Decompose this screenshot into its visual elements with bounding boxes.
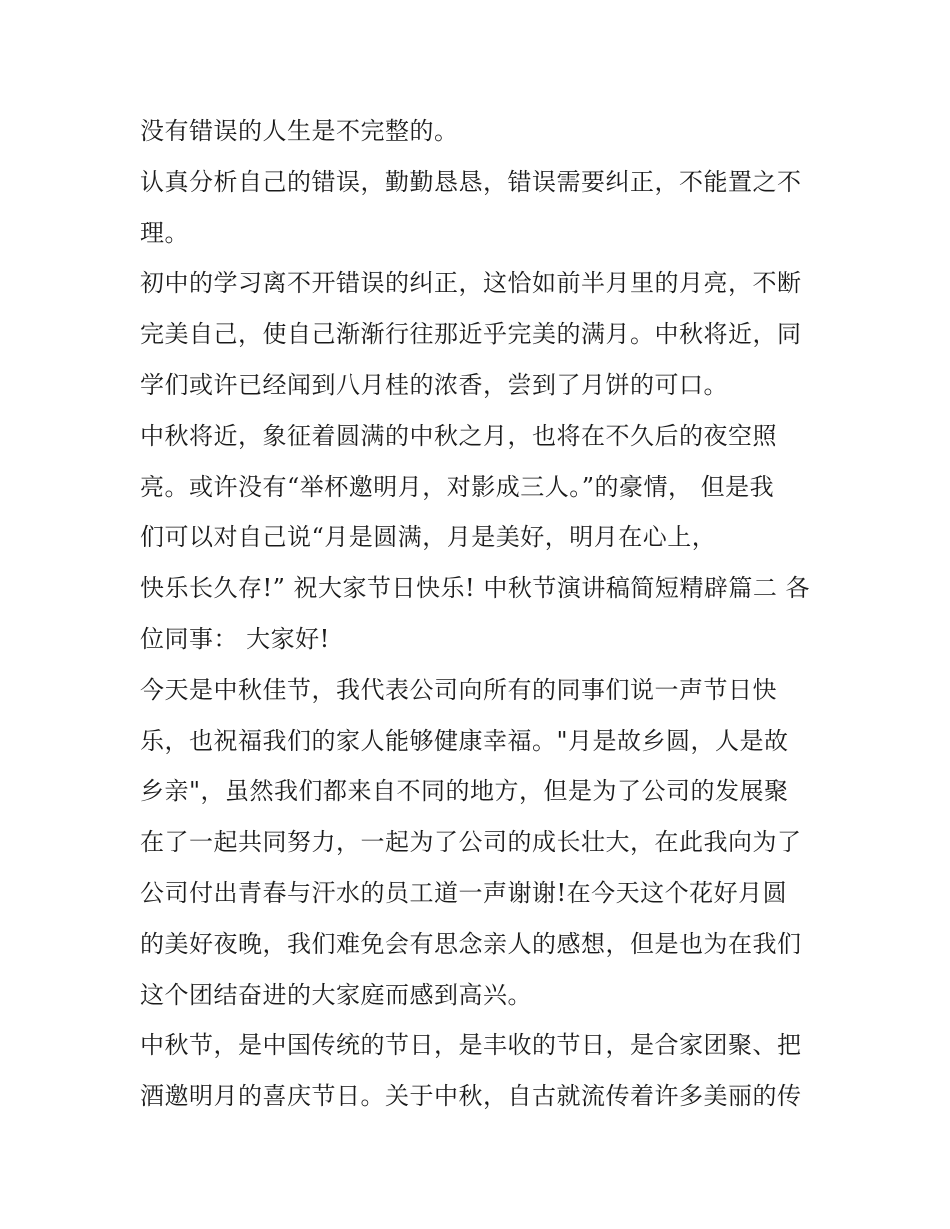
text-line: 酒邀明月的喜庆节日。关于中秋，自古就流传着许多美丽的传 [140, 1082, 802, 1111]
text-line: 中秋将近，象征着圆满的中秋之月，也将在不久后的夜空照 [140, 421, 777, 450]
text-line: 学们或许已经闻到八月桂的浓香，尝到了月饼的可口。 [140, 370, 728, 399]
text-line: 在了一起共同努力，一起为了公司的成长壮大，在此我向为了 [140, 828, 802, 857]
text-line: 中秋节，是中国传统的节日，是丰收的节日，是合家团聚、把 [140, 1031, 802, 1060]
text-line: 的美好夜晚，我们难免会有思念亲人的感想，但是也为在我们 [140, 929, 802, 958]
text-line: 理。 [140, 218, 189, 247]
text-line: 公司付出青春与汗水的员工道一声谢谢!在今天这个花好月圆 [140, 878, 788, 907]
text-line: 认真分析自己的错误，勤勤恳恳，错误需要纠正，不能置之不 [140, 167, 802, 196]
text-line: 们可以对自己说“月是圆满，月是美好，明月在心上， [140, 523, 717, 552]
body-text [140, 106, 820, 1122]
text-line: 亮。或许没有“举杯邀明月，对影成三人。”的豪情， 但是我 [140, 472, 775, 501]
text-line: 位同事： 大家好! [140, 624, 330, 653]
text-line: 没有错误的人生是不完整的。 [140, 117, 459, 145]
text-line: 初中的学习离不开错误的纠正，这恰如前半月里的月亮，不断 [140, 269, 802, 298]
text-line: 今天是中秋佳节，我代表公司向所有的同事们说一声节日快 [140, 675, 777, 704]
text-line: 这个团结奋进的大家庭而感到高兴。 [140, 980, 532, 1009]
text-line: 快乐长久存!” 祝大家节日快乐! 中秋节演讲稿简短精辟篇二 各 [140, 574, 810, 603]
text-line: 完美自己，使自己渐渐行往那近乎完美的满月。中秋将近，同 [140, 320, 802, 349]
text-line: 乐，也祝福我们的家人能够健康幸福。"月是故乡圆，人是故 [140, 726, 789, 755]
text-line: 乡亲"，虽然我们都来自不同的地方，但是为了公司的发展聚 [140, 777, 789, 806]
